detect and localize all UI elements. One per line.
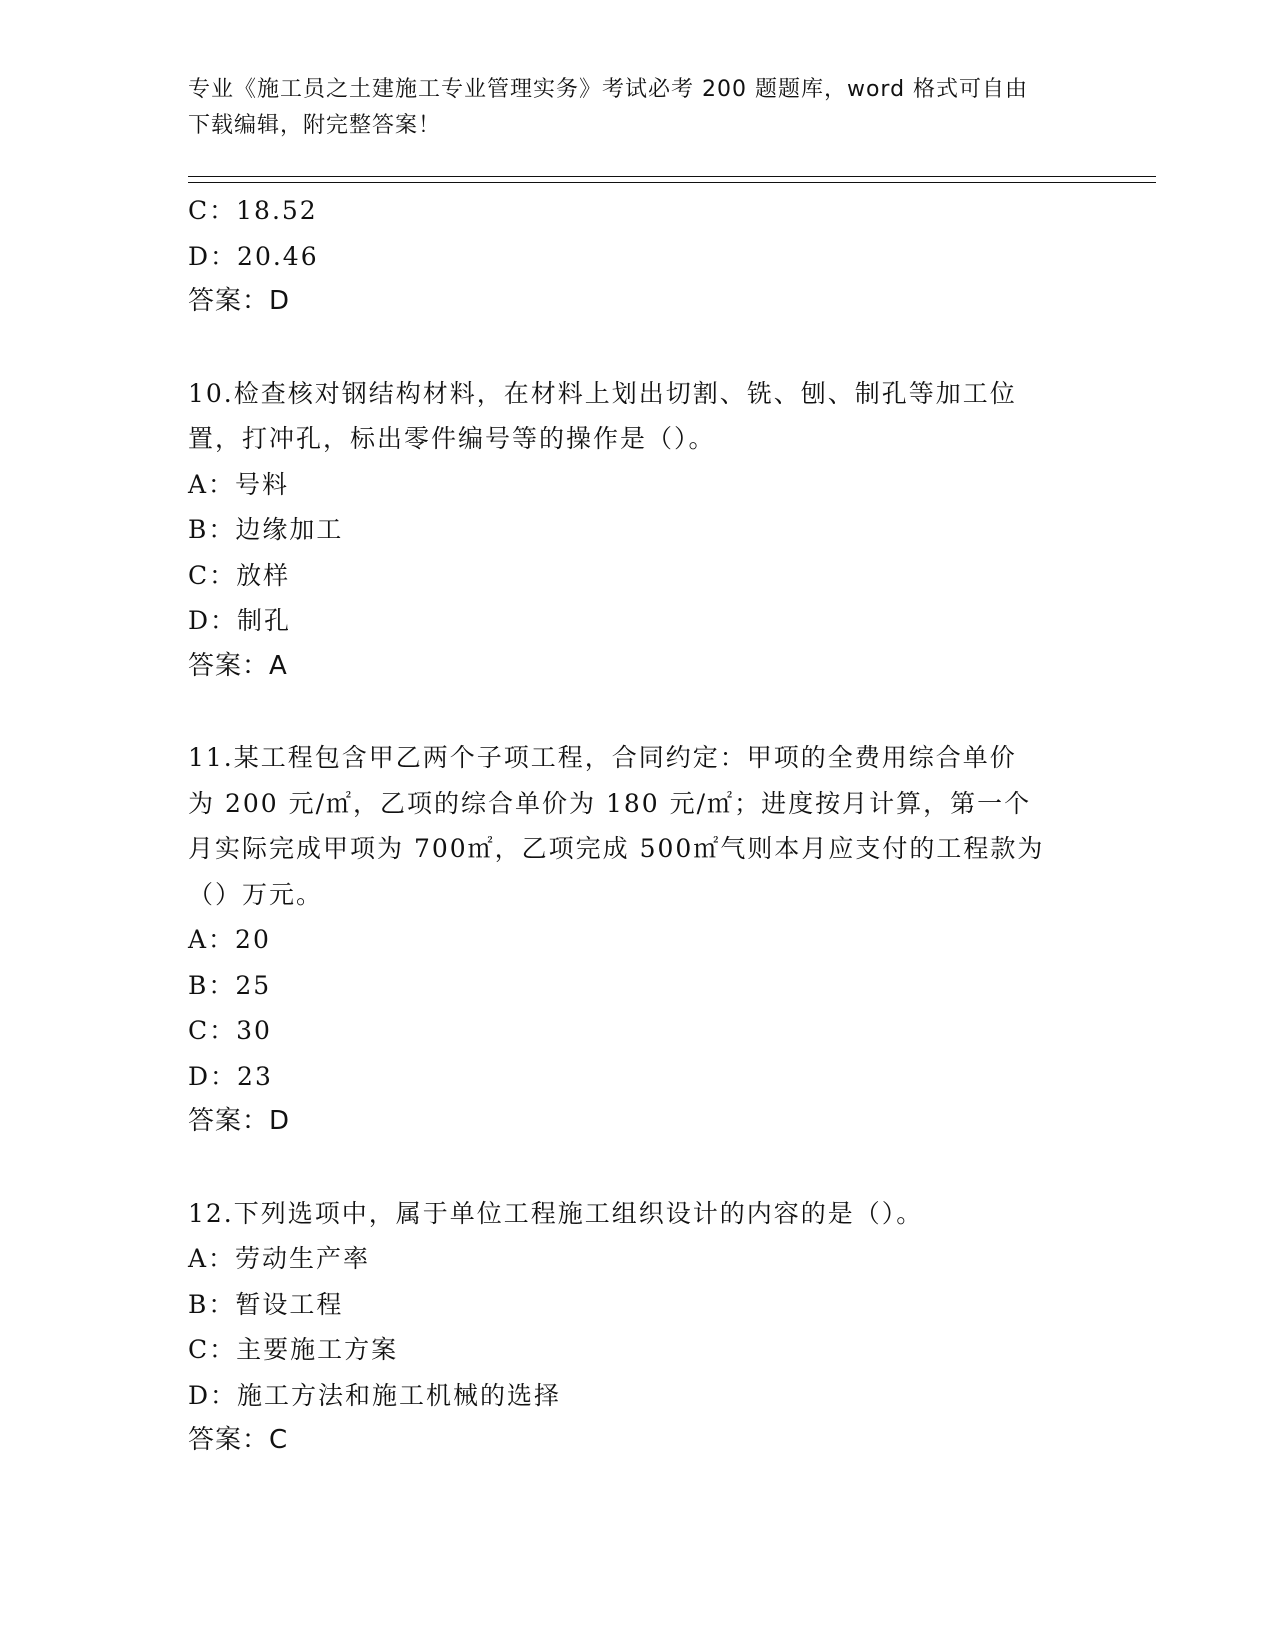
option-b: B：暂设工程 (188, 1289, 344, 1319)
header-line-1: 专业《施工员之土建施工专业管理实务》考试必考 200 题题库，word 格式可自由 (188, 77, 1029, 102)
option-a: A：号料 (188, 469, 290, 499)
option-d: D：20.46 (188, 241, 319, 271)
question-stem: 为 200 元/㎡，乙项的综合单价为 180 元/㎡；进度按月计算，第一个 (188, 788, 1032, 818)
spacer (188, 1145, 1088, 1191)
option-c: C：放样 (188, 560, 291, 590)
question-stem: 置，打冲孔，标出零件编号等的操作是（）。 (188, 424, 716, 453)
question-stem: 11.某工程包含甲乙两个子项工程，合同约定：甲项的全费用综合单价 (188, 743, 1017, 772)
question-stem: （）万元。 (188, 879, 324, 909)
option-c: C：30 (188, 1016, 272, 1045)
option-d: D：制孔 (188, 606, 292, 635)
header-line-2: 下载编辑，附完整答案！ (188, 113, 442, 138)
option-c: C：18.52 (188, 196, 318, 225)
spacer (188, 325, 1088, 371)
option-a: A：20 (188, 925, 271, 954)
option-b: B：25 (188, 970, 272, 1000)
spacer (188, 689, 1088, 735)
option-b: B：边缘加工 (188, 515, 344, 544)
header-divider-top (188, 176, 1156, 177)
answer-line: 答案：A (188, 650, 288, 681)
question-11 (188, 735, 1088, 1145)
header-divider-bottom (188, 182, 1156, 183)
answer-line: 答案：D (188, 286, 291, 316)
question-stem: 12.下列选项中，属于单位工程施工组织设计的内容的是（）。 (188, 1198, 924, 1228)
question-9-tail (188, 188, 1088, 325)
option-d: D：施工方法和施工机械的选择 (188, 1380, 562, 1410)
answer-line: 答案：D (188, 1106, 291, 1136)
answer-line: 答案：C (188, 1425, 289, 1455)
question-list (188, 188, 1088, 1464)
question-12 (188, 1191, 1088, 1464)
question-stem: 月实际完成甲项为 700㎡，乙项完成 500㎡气则本月应支付的工程款为 (188, 834, 1045, 863)
question-stem: 10.检查核对钢结构材料，在材料上划出切割、铣、刨、制孔等加工位 (188, 378, 1017, 408)
option-a: A：劳动生产率 (188, 1244, 371, 1273)
option-d: D：23 (188, 1061, 273, 1091)
option-c: C：主要施工方案 (188, 1335, 399, 1364)
document-header (188, 72, 1088, 144)
question-10 (188, 371, 1088, 690)
